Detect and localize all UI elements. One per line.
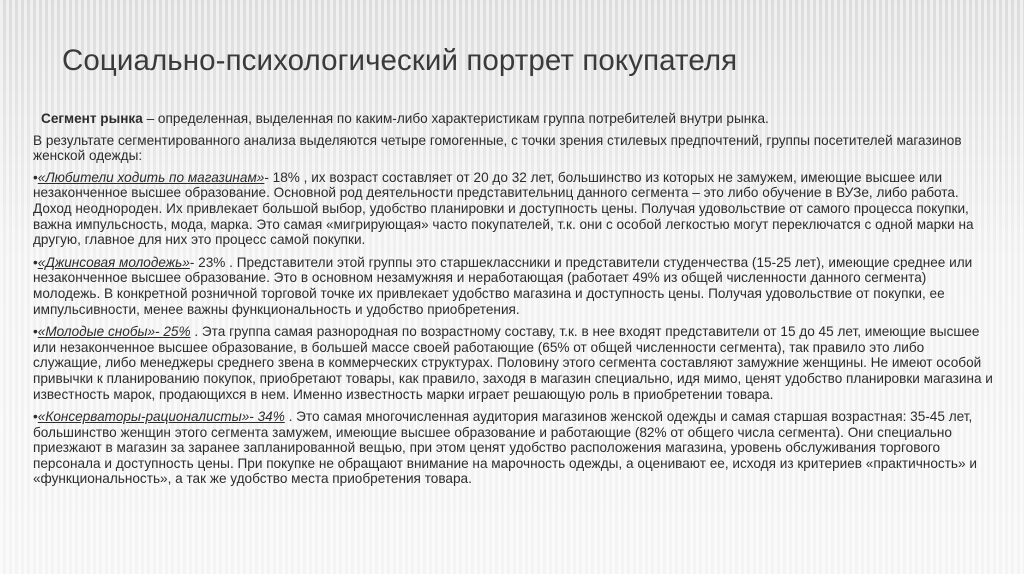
segment-item	[33, 324, 993, 402]
segment-description: . Это самая многочисленная аудитория магазинов женской одежды и самая старшая возрастная: 35-45 лет, большинство женщин этого сегмента замужем, имеющие высшее образование и работающие (82% от общего числа сегмента). Они специально приезжают в магазин за заранее запланированной вещью, при этом ценят удобство расположения магазина, уровень обслуживания торгового персонала и доступность цены. При покупке не обращают внимание на марочность одежды, а оценивают ее, исходя из критериев «практичность» и «функциональность», а так же удобство места приобретения товара.	[33, 409, 977, 487]
segment-item	[33, 255, 993, 317]
segment-description: . Эта группа самая разнородная по возрастному составу, т.к. в нее входят представители от 15 до 45 лет, имеющие высшее или незаконченное высшее образование, в большей массе своей работающие (65% от общей численности сегмента), так правило это либо служащие, либо менеджеры среднего звена в коммерческих структурах. Половину этого сегмента составляют замужние женщины. Не имеют особой привычки к планированию покупок, приобретают товары, как правило, заходя в магазин специально, идя мимо, ценят удобство планировки магазина и известность марок, продающихся в нем. Именно известность марки играет решающую роль в приобретении товара.	[33, 324, 993, 402]
segment-name: «Молодые снобы»- 25%	[37, 324, 191, 340]
definition-text: – определенная, выделенная по каким-либо характеристикам группа потребителей внутри рынка.	[142, 111, 769, 126]
segment-name: «Любители ходить по магазинам»	[37, 169, 265, 185]
segment-share: - 18%	[264, 169, 304, 185]
segment-name: «Джинсовая молодежь»	[37, 254, 190, 270]
slide-body	[33, 111, 993, 494]
definition-paragraph	[33, 111, 993, 127]
intro-paragraph: В результате сегментированного анализа выделяются четыре гомогенные, с точки зрения стилевых предпочтений, группы посетителей магазинов женской одежды:	[33, 132, 962, 164]
bullet: •	[33, 324, 38, 340]
segment-name: «Консерваторы-рационалисты»- 34%	[37, 409, 285, 425]
bullet: •	[33, 254, 38, 270]
definition-term: Сегмент рынка	[41, 111, 143, 126]
slide-title: Социально-психологический портрет покупателя	[62, 44, 738, 77]
segment-item	[33, 170, 993, 248]
segment-item	[33, 409, 993, 487]
segment-description: . Представители этой группы это старшеклассники и представители студенчества (15-25 лет), имеющие среднее или незаконченное высшее образование. Это в основном незамужняя и неработающая (работает 49% из общей численности данного сегмента) молодежь. В конкретной розничной торговой точке их привлекает удобство магазина и доступность цены. Получая удовольствие от покупки, ее импульсивности, менее важны функциональность и удобство приобретения.	[33, 254, 973, 317]
segment-description: , их возраст составляет от 20 до 32 лет, большинство из которых не замужем, имеющие высшее или незаконченное высшее образование. Основной род деятельности представительниц данного сегмента – это либо обучение в ВУЗе, либо работа. Доход неоднороден. Их привлекает большой выбор, удобство планировки и доступность цены. Получая удовольствие от самого процесса покупки, важна импульсность, мода, марка. Это самая «мигрирующая» часто покупателей, т.к. они с особой легкостью могут переключатся с одной марки на другую, главное для них это процесс самой покупки.	[33, 169, 974, 248]
segment-share: - 23%	[189, 254, 230, 270]
bullet: •	[33, 409, 38, 425]
bullet: •	[33, 169, 38, 185]
